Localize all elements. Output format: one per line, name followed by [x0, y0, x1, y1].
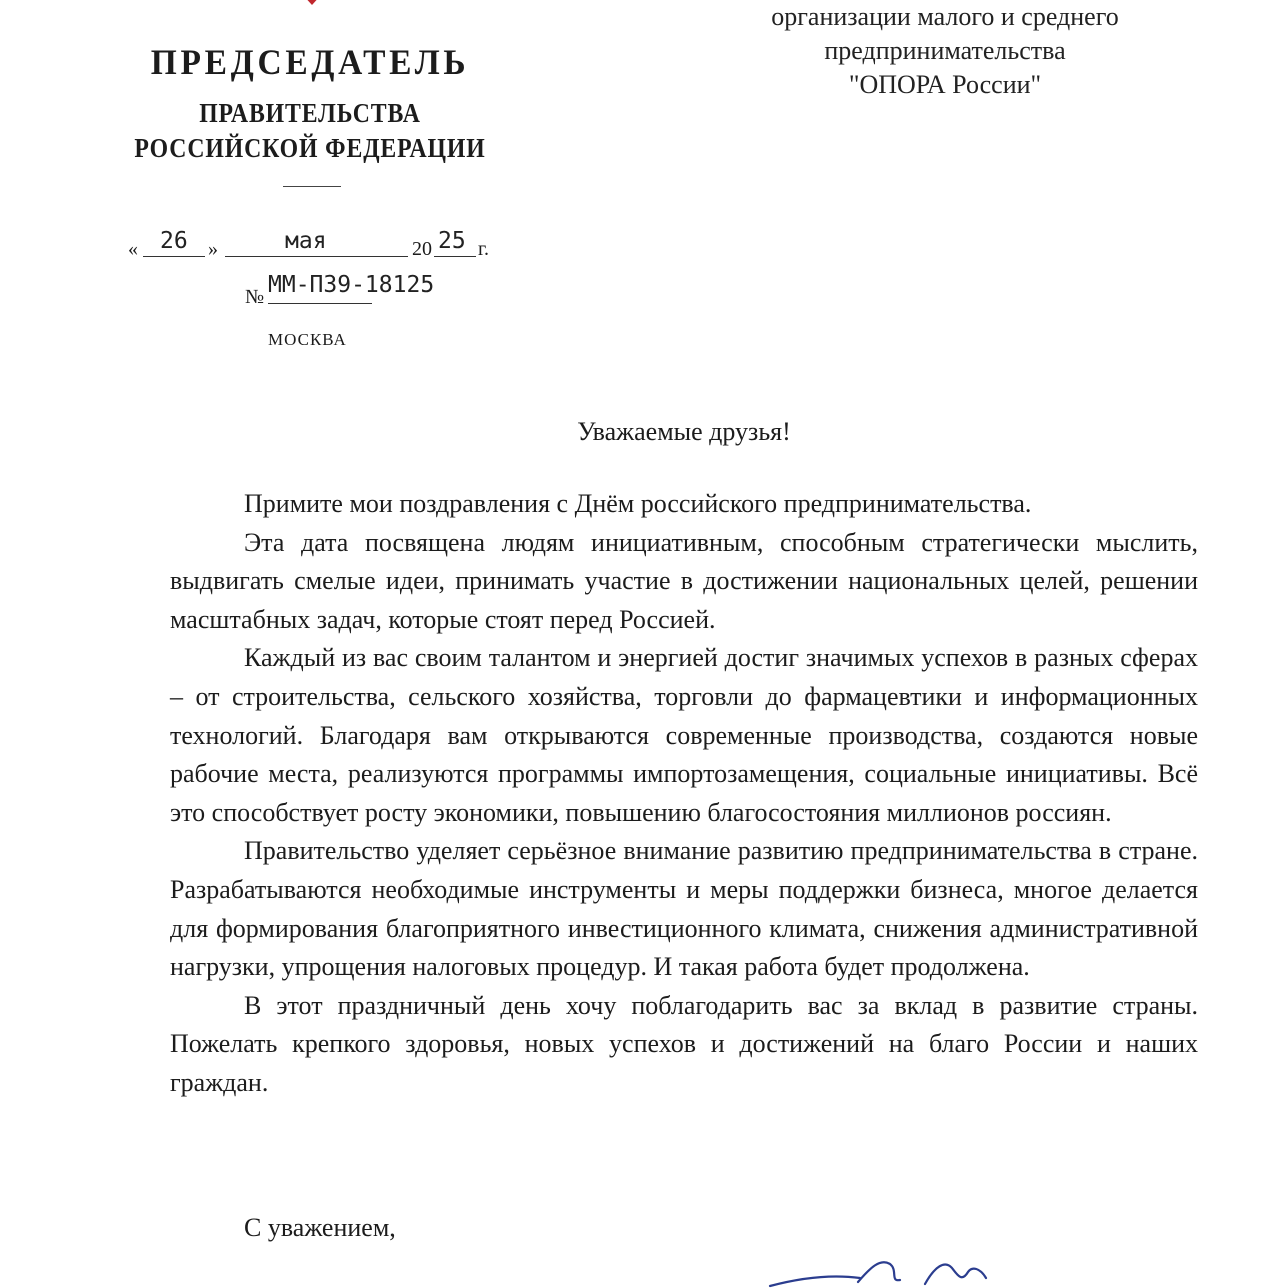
- paragraph-2: Эта дата посвящена людям инициативным, способным стратегически мыслить, выдвигать смелые идеи, принимать участие в достижении национальных целей, решении масштабных задач, которые стоят перед Россией.: [170, 527, 1198, 634]
- letterhead-subtitle-line2: РОССИЙСКОЙ ФЕДЕРАЦИИ: [134, 133, 486, 163]
- paragraph-4: Правительство уделяет серьёзное внимание развитию предпринимательства в стране. Разрабатываются необходимые инструменты и меры поддержки бизнеса, многое делается для формирования благоприятного инвестиционного климата, снижения административной нагрузки, упрощения налоговых процедур. И такая работа будет продолжена.: [170, 836, 1198, 982]
- reference-number-sign: №: [245, 286, 265, 308]
- addressee-line1: организации малого и среднего: [771, 2, 1119, 31]
- date-year-unit: г.: [478, 238, 489, 260]
- addressee-line3: "ОПОРА России": [848, 70, 1042, 99]
- state-emblem-icon: [300, 0, 324, 6]
- letter-closing: С уважением,: [244, 1213, 396, 1242]
- date-year-underline: [434, 256, 476, 257]
- letterhead-subtitle-line1: ПРАВИТЕЛЬСТВА: [199, 98, 421, 128]
- date-day-underline: [143, 256, 205, 257]
- letterhead-divider: [283, 186, 341, 187]
- signature-icon: [740, 1248, 1000, 1288]
- date-day: 26: [160, 228, 188, 254]
- date-open-quote: «: [128, 238, 138, 260]
- date-month-underline: [225, 256, 408, 257]
- letterhead-title: ПРЕДСЕДАТЕЛЬ: [150, 42, 470, 82]
- addressee-line2: предпринимательства: [824, 36, 1066, 65]
- date-month: мая: [285, 228, 327, 254]
- date-year-prefix: 20: [412, 238, 432, 260]
- addressee-block: [720, 0, 1170, 102]
- paragraph-5: В этот праздничный день хочу поблагодарить вас за вклад в развитие страны. Пожелать крепкого здоровья, новых успехов и достижений на благо России и наших граждан.: [170, 990, 1198, 1097]
- reference-number-underline: [268, 303, 372, 304]
- date-year-suffix: 25: [438, 228, 466, 254]
- date-close-quote: »: [208, 238, 218, 260]
- reference-number: ММ-П39-18125: [268, 272, 435, 298]
- paragraph-3: Каждый из вас своим талантом и энергией достиг значимых успехов в разных сферах – от строительства, сельского хозяйства, торговли до фармацевтики и информационных технологий. Благодаря вам открываются современные производства, создаются новые рабочие места, реализуются программы импортозамещения, социальные инициативы. Всё это способствует росту экономики, повышению благосостояния миллионов россиян.: [170, 643, 1198, 827]
- letter-body: [170, 485, 1198, 1103]
- letter-greeting: Уважаемые друзья!: [577, 417, 791, 446]
- city: МОСКВА: [268, 330, 347, 349]
- paragraph-1: Примите мои поздравления с Днём российского предпринимательства.: [244, 489, 1032, 518]
